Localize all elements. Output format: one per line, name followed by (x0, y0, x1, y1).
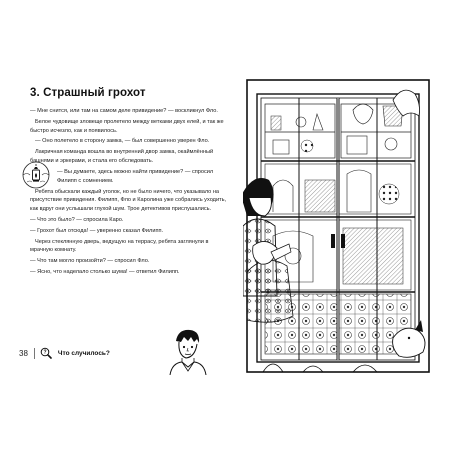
svg-text:?: ? (43, 349, 47, 356)
paragraph: — Ясно, что наделало столько шума! — ответил Филипп. (30, 269, 180, 276)
story-text (30, 107, 230, 279)
paragraph: — Мне снится, или там на самом деле привидение? — воскликнул Фло. (30, 108, 218, 114)
footer-divider (34, 348, 35, 359)
paragraph: — Что это было? — спросила Каро. (30, 216, 124, 223)
boy-portrait-icon (164, 325, 210, 375)
paragraph: Лакричная команда вошла во внутренний двор замка, окаймлённый башнями и эркерами, и стала его обследовать. (30, 149, 214, 165)
page-footer (19, 346, 110, 360)
paragraph: — Грохот был отсюда! — уверенно сказал Филипп. (30, 227, 164, 234)
glass-door-illustration (243, 76, 433, 376)
paragraph: Через стеклянную дверь, ведущую на террасу, ребята заглянули в мрачную комнату. (30, 238, 209, 254)
paragraph: Белое чудовище зловеще пролетело между ветками двух елей, и так же быстро исчезло, как и появилось. (30, 118, 224, 134)
chapter-title: 3. Страшный грохот (30, 87, 146, 99)
paragraph: — Оно полетело в сторону замка, — был совершенно уверен Фло. (35, 138, 210, 145)
paragraph: — Что там могло произойти? — спросил Фло. (30, 258, 150, 265)
paragraph: — Вы думаете, здесь можно найти привидение? — спросил Филипп с сомнением. (57, 168, 214, 184)
page-number: 38 (19, 348, 28, 358)
footer-label: Что случилось? (57, 349, 110, 357)
magnifier-question-icon (40, 347, 52, 359)
paragraph: Ребята обыскали каждый уголок, но не было ничего, что указывало на присутствие привидения. Филипп, Фло и Каролина уже собрались уходить, как вдруг они услышали глухой шум. Трое детективов прислушались. (30, 188, 227, 212)
